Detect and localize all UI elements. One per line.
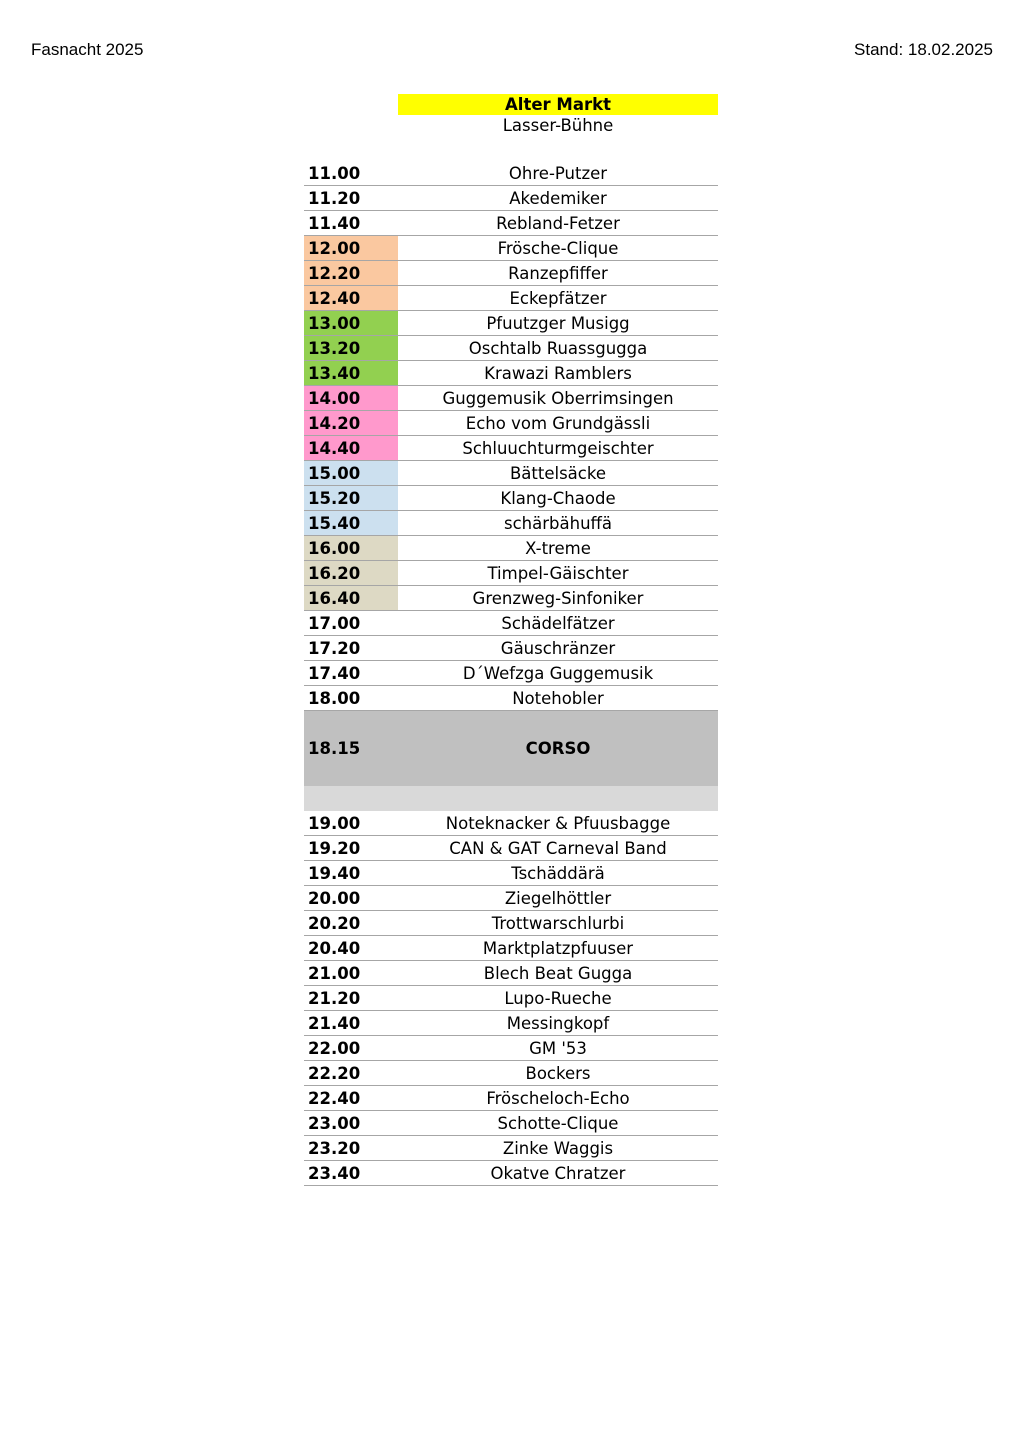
band-name-cell: Oschtalb Ruassgugga (468, 339, 648, 358)
schedule-row (304, 836, 718, 861)
time-cell: 23.20 (308, 1139, 361, 1158)
schedule-row (304, 586, 718, 611)
time-cell: 19.00 (308, 814, 361, 833)
corso-row (304, 711, 718, 786)
band-name-cell: Guggemusik Oberrimsingen (442, 389, 674, 408)
time-cell: 18.00 (308, 689, 361, 708)
time-cell: 20.00 (308, 889, 361, 908)
band-name-cell: Messingkopf (506, 1014, 610, 1033)
time-cell: 20.20 (308, 914, 361, 933)
schedule-row (304, 261, 718, 286)
band-name-cell: Blech Beat Gugga (483, 964, 633, 983)
time-cell: 13.00 (304, 311, 398, 335)
time-cell: 14.20 (304, 411, 398, 435)
gap-row (304, 786, 718, 811)
time-cell: 15.20 (304, 486, 398, 510)
schedule-row (304, 236, 718, 261)
schedule-row (304, 1061, 718, 1086)
schedule-row (304, 611, 718, 636)
time-cell: 17.40 (308, 664, 361, 683)
time-cell: 12.40 (304, 286, 398, 310)
band-name-cell: Schotte-Clique (497, 1114, 619, 1133)
band-name-cell: Grenzweg-Sinfoniker (472, 589, 644, 608)
schedule-row (304, 1136, 718, 1161)
time-cell: 18.15 (308, 739, 361, 758)
band-name-cell: Bättelsäcke (509, 464, 606, 483)
band-name-cell: Akedemiker (509, 189, 607, 208)
venue-title: Alter Markt (398, 94, 718, 115)
band-name-cell: Zinke Waggis (502, 1139, 614, 1158)
schedule-row (304, 336, 718, 361)
schedule-row (304, 536, 718, 561)
schedule-row (304, 311, 718, 336)
time-cell: 21.40 (308, 1014, 361, 1033)
schedule-row (304, 961, 718, 986)
time-cell (304, 786, 398, 811)
schedule-row (304, 811, 718, 836)
schedule-row (304, 486, 718, 511)
band-name-cell: Echo vom Grundgässli (465, 414, 651, 433)
time-cell: 13.40 (304, 361, 398, 385)
schedule-row (304, 1011, 718, 1036)
time-cell: 14.40 (304, 436, 398, 460)
document-title: Fasnacht 2025 (31, 40, 144, 59)
time-cell: 21.20 (308, 989, 361, 1008)
time-cell: 15.00 (304, 461, 398, 485)
schedule-row (304, 436, 718, 461)
time-cell: 17.20 (308, 639, 361, 658)
time-cell: 16.40 (304, 586, 398, 610)
schedule-row (304, 986, 718, 1011)
band-name-cell: Ohre-Putzer (508, 164, 608, 183)
band-name-cell (398, 786, 718, 811)
time-cell: 11.20 (308, 189, 361, 208)
time-cell: 17.00 (308, 614, 361, 633)
time-cell: 11.40 (308, 214, 361, 233)
schedule-row (304, 936, 718, 961)
time-cell: 13.20 (304, 336, 398, 360)
band-name-cell: Eckepfätzer (509, 289, 607, 308)
time-cell: 23.00 (308, 1114, 361, 1133)
schedule-row (304, 361, 718, 386)
band-name-cell: Rebland-Fetzer (496, 214, 620, 233)
schedule-table (304, 161, 718, 1186)
schedule-row (304, 211, 718, 236)
band-name-cell: D´Wefzga Guggemusik (462, 664, 654, 683)
band-name-cell: Marktplatzpfuuser (482, 939, 634, 958)
band-name-cell: Fröscheloch-Echo (486, 1089, 630, 1108)
band-name-cell: CAN & GAT Carneval Band (449, 839, 667, 858)
time-cell: 20.40 (308, 939, 361, 958)
schedule-row (304, 561, 718, 586)
schedule-row (304, 511, 718, 536)
band-name-cell: Frösche-Clique (497, 239, 619, 258)
schedule-row (304, 636, 718, 661)
time-cell: 12.00 (304, 236, 398, 260)
time-cell: 19.20 (308, 839, 361, 858)
band-name-cell: Timpel-Gäischter (487, 564, 629, 583)
schedule-row (304, 1086, 718, 1111)
time-cell: 16.00 (304, 536, 398, 560)
schedule-row (304, 1161, 718, 1186)
band-name-cell: Trottwarschlurbi (491, 914, 625, 933)
schedule-row (304, 461, 718, 486)
band-name-cell: Okatve Chratzer (490, 1164, 626, 1183)
schedule-row (304, 1111, 718, 1136)
band-name-cell: X-treme (525, 539, 591, 558)
time-cell: 22.40 (308, 1089, 361, 1108)
time-cell: 14.00 (304, 386, 398, 410)
band-name-cell: CORSO (525, 739, 591, 758)
time-cell: 23.40 (308, 1164, 361, 1183)
band-name-cell: Gäuschränzer (500, 639, 616, 658)
schedule-row (304, 286, 718, 311)
schedule-row (304, 186, 718, 211)
schedule-row (304, 1036, 718, 1061)
band-name-cell: Tschäddärä (511, 864, 605, 883)
band-name-cell: Ranzepfiffer (508, 264, 608, 283)
band-name-cell: Ziegelhöttler (504, 889, 612, 908)
stage-name: Lasser-Bühne (502, 116, 614, 135)
time-cell: 16.20 (304, 561, 398, 585)
schedule-row (304, 861, 718, 886)
band-name-cell: Schluuchturmgeischter (462, 439, 654, 458)
time-cell: 15.40 (304, 511, 398, 535)
band-name-cell: Schädelfätzer (501, 614, 615, 633)
band-name-cell: Pfuutzger Musigg (486, 314, 630, 333)
band-name-cell: Notehobler (512, 689, 604, 708)
band-name-cell: Noteknacker & Pfuusbagge (445, 814, 671, 833)
band-name-cell: Bockers (525, 1064, 591, 1083)
time-cell: 11.00 (308, 164, 361, 183)
time-cell: 19.40 (308, 864, 361, 883)
band-name-cell: Klang-Chaode (500, 489, 616, 508)
time-cell: 21.00 (308, 964, 361, 983)
schedule-row (304, 161, 718, 186)
time-cell: 22.00 (308, 1039, 361, 1058)
band-name-cell: schärbähuffä (504, 514, 612, 533)
schedule-row (304, 386, 718, 411)
schedule-row (304, 661, 718, 686)
time-cell: 12.20 (304, 261, 398, 285)
band-name-cell: Lupo-Rueche (504, 989, 612, 1008)
schedule-row (304, 886, 718, 911)
schedule-row (304, 911, 718, 936)
schedule-row (304, 411, 718, 436)
band-name-cell: GM '53 (529, 1039, 587, 1058)
schedule-row (304, 686, 718, 711)
band-name-cell: Krawazi Ramblers (484, 364, 632, 383)
time-cell: 22.20 (308, 1064, 361, 1083)
stand-date: Stand: 18.02.2025 (854, 40, 993, 59)
